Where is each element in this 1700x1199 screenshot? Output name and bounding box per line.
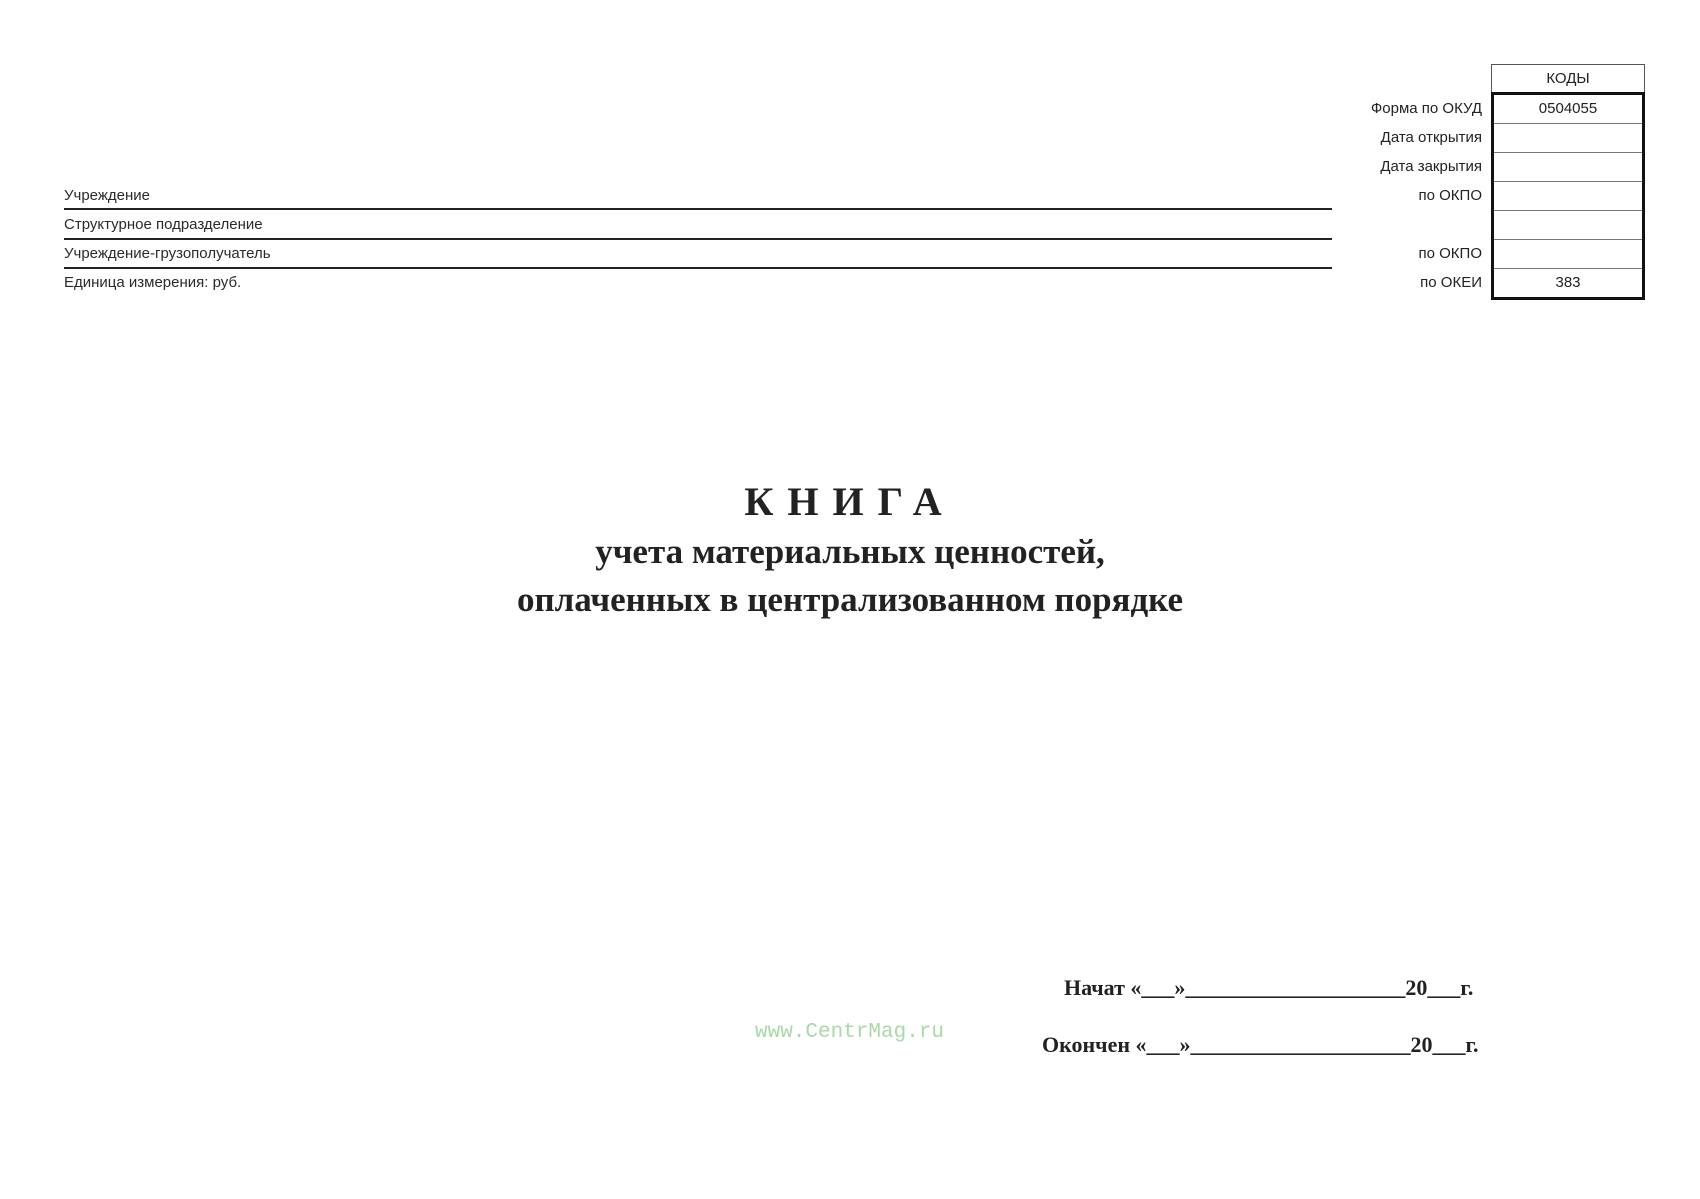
code-open-date	[1494, 124, 1642, 153]
unit-label: Единица измерения: руб.	[64, 274, 242, 291]
code-okpo-1	[1494, 182, 1642, 211]
department-label: Структурное подразделение	[64, 216, 263, 233]
department-line	[64, 238, 1332, 240]
codes-body	[1491, 92, 1645, 300]
codes-label-open-date: Дата открытия	[1380, 129, 1482, 146]
institution-line	[64, 208, 1332, 210]
code-close-date	[1494, 153, 1642, 182]
codes-header: КОДЫ	[1491, 64, 1645, 92]
codes-label-okud: Форма по ОКУД	[1370, 100, 1482, 117]
codes-label-okei: по ОКЕИ	[1420, 274, 1482, 291]
recipient-label: Учреждение-грузополучатель	[64, 245, 271, 262]
codes-label-okpo-1: по ОКПО	[1418, 187, 1482, 204]
end-date-line: Окончен «___»____________________20___г.	[1042, 1032, 1479, 1057]
codes-label-close-date: Дата закрытия	[1380, 158, 1482, 175]
code-blank	[1494, 211, 1642, 240]
recipient-line	[64, 267, 1332, 269]
code-okpo-2	[1494, 240, 1642, 269]
book-subtitle-line1: учета материальных ценностей,	[595, 532, 1105, 571]
start-date-line: Начат «___»____________________20___г.	[1064, 975, 1474, 1000]
code-okud: 0504055	[1494, 95, 1642, 124]
institution-label: Учреждение	[64, 187, 150, 204]
codes-label-okpo-2: по ОКПО	[1418, 245, 1482, 262]
book-title: КНИГА	[744, 479, 956, 524]
codes-table	[1491, 64, 1645, 300]
code-okei: 383	[1555, 274, 1581, 291]
watermark: www.CentrMag.ru	[755, 1021, 945, 1044]
book-subtitle-line2: оплаченных в централизованном порядке	[516, 580, 1184, 619]
